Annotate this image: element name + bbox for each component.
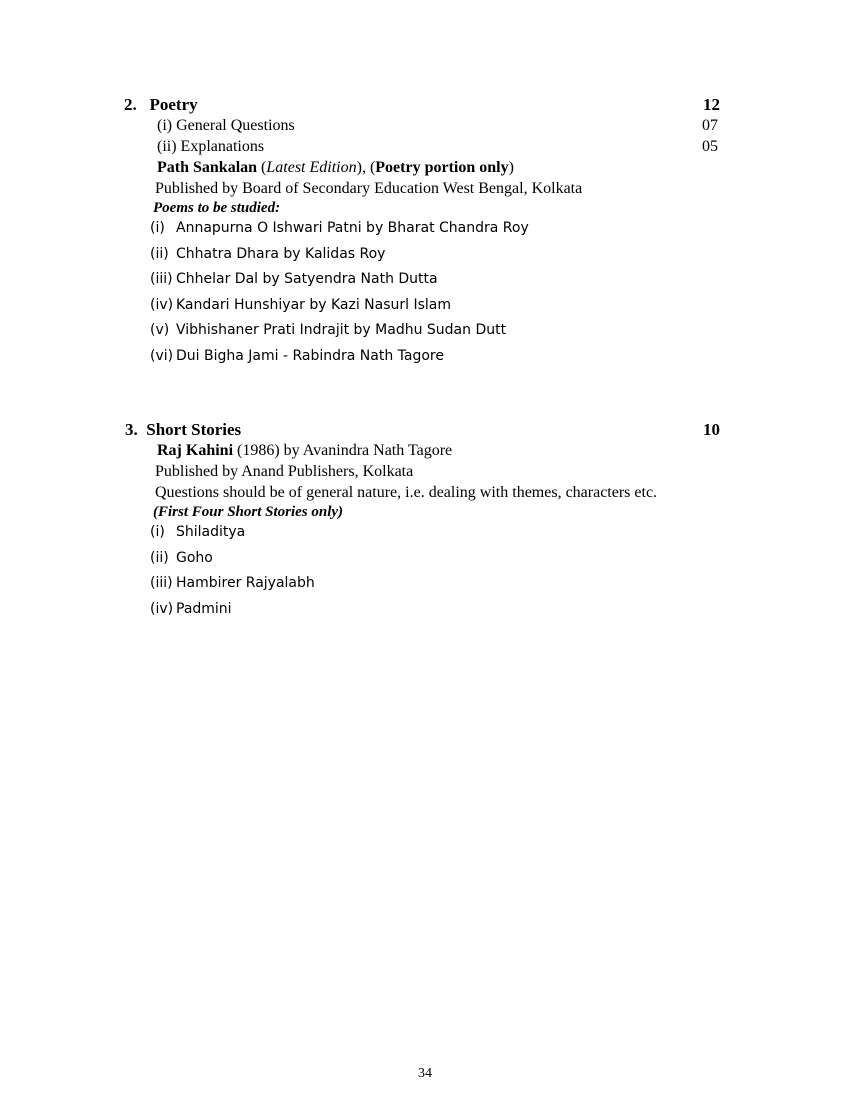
poetry-heading (124, 94, 198, 115)
poetry-book-title: Path Sankalan (157, 159, 258, 176)
list-item-number: (i) (150, 524, 165, 540)
short-stories-note: Questions should be of general nature, i.e. dealing with themes, characters etc. (155, 484, 658, 501)
list-item (150, 546, 315, 572)
poems-list (150, 216, 529, 369)
list-item-text: Goho (176, 549, 213, 566)
short-stories-book-line (157, 440, 452, 461)
short-stories-section-number: 3. (125, 420, 138, 439)
list-item-text: Dui Bigha Jami - Rabindra Nath Tagore (176, 347, 444, 364)
list-item-text: Kandari Hunshiyar by Kazi Nasurl Islam (176, 296, 452, 313)
short-stories-book-rest: (1986) by Avanindra Nath Tagore (233, 442, 453, 459)
list-item (150, 293, 529, 319)
list-item (150, 597, 315, 623)
list-item (150, 571, 315, 597)
list-item-number: (vi) (150, 347, 174, 364)
poetry-section-number: 2. (124, 95, 137, 114)
poetry-breakdown-label-1: (i) General Questions (157, 117, 295, 134)
list-item (150, 318, 529, 344)
list-item-text: Chhatra Dhara by Kalidas Roy (176, 245, 386, 262)
list-item (150, 242, 529, 268)
poetry-book-open-paren: ( (261, 159, 267, 176)
list-item (150, 520, 315, 546)
list-item-text: Shiladitya (176, 524, 246, 540)
short-stories-marks: 10 (703, 420, 720, 439)
poetry-breakdown-label-2: (ii) Explanations (157, 138, 265, 155)
stories-list (150, 520, 315, 622)
short-stories-study-label: (First Four Short Stories only) (153, 504, 344, 520)
poetry-marks: 12 (703, 95, 720, 114)
short-stories-section-title: Short Stories (146, 420, 242, 439)
list-item-text: Annapurna O Ishwari Patni by Bharat Chandra Roy (176, 220, 529, 236)
list-item-number: (iii) (150, 271, 173, 287)
list-item-number: (iv) (150, 600, 174, 617)
poetry-study-label: Poems to be studied: (153, 200, 281, 216)
list-item-number: (v) (150, 322, 170, 338)
poetry-publisher: Published by Board of Secondary Education West Bengal, Kolkata (155, 180, 583, 197)
poetry-book-edition: Latest Edition (266, 159, 357, 176)
list-item-text: Padmini (176, 600, 232, 617)
short-stories-publisher: Published by Anand Publishers, Kolkata (155, 463, 414, 480)
list-item-number: (i) (150, 220, 165, 236)
poetry-book-line (157, 157, 514, 178)
poetry-book-portion: Poetry portion only (375, 159, 509, 176)
page-number: 34 (418, 1066, 432, 1081)
list-item-number: (ii) (150, 245, 169, 262)
poetry-breakdown-marks-2: 05 (702, 138, 718, 155)
list-item-number: (iii) (150, 575, 173, 591)
list-item-text: Hambirer Rajyalabh (176, 575, 315, 591)
list-item-number: (ii) (150, 549, 169, 566)
list-item (150, 344, 529, 370)
poetry-breakdown-marks-1: 07 (702, 117, 718, 134)
poetry-book-close-paren: ) (508, 159, 514, 176)
list-item (150, 267, 529, 293)
poetry-section-title: Poetry (149, 95, 198, 114)
list-item (150, 216, 529, 242)
list-item-number: (iv) (150, 296, 174, 313)
short-stories-book-title: Raj Kahini (157, 442, 234, 459)
list-item-text: Vibhishaner Prati Indrajit by Madhu Sudan Dutt (176, 322, 507, 338)
poetry-book-mid: ), ( (356, 159, 376, 176)
list-item-text: Chhelar Dal by Satyendra Nath Dutta (176, 271, 438, 287)
short-stories-heading (125, 419, 241, 440)
